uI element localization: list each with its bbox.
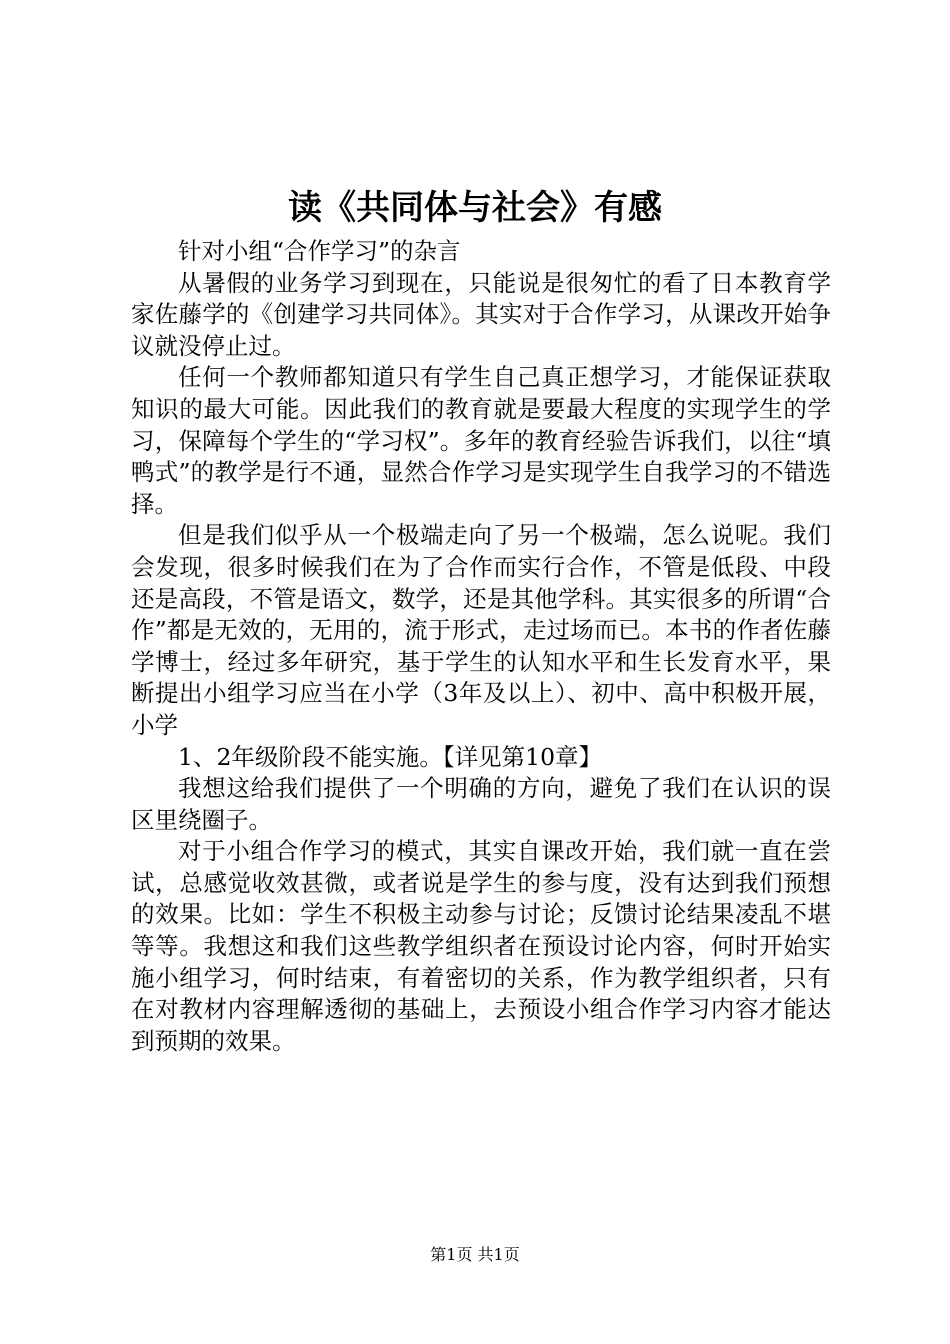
paragraph-subtitle: 针对小组“合作学习”的杂言 bbox=[178, 237, 461, 265]
page-footer: 第1页 共1页 bbox=[430, 1245, 520, 1264]
paragraph: 对于小组合作学习的模式，其实自课改开始，我们就一直在尝试，总感觉收效甚微，或者说是学生的参与度，没有达到我们预想的效果。比如：学生不积极主动参与讨论；反馈讨论结果凌乱不堪等等。我想这和我们这些教学组织者在预设讨论内容，何时开始实施小组学习，何时结束，有着密切的关系，作为教学组织者，只有在对教材内容理解透彻的基础上，去预设小组合作学习内容才能达到预期的效果。 bbox=[131, 837, 831, 1055]
document-title: 读《共同体与社会》有感 bbox=[288, 188, 662, 228]
paragraph: 但是我们似乎从一个极端走向了另一个极端，怎么说呢。我们会发现，很多时候我们在为了合作而实行合作，不管是低段、中段还是高段，不管是语文，数学，还是其他学科。其实很多的所谓“合作”都是无效的，无用的，流于形式，走过场而已。本书的作者佐藤学博士，经过多年研究，基于学生的认知水平和生长发育水平，果断提出小组学习应当在小学（3年及以上）、初中、高中积极开展，小学 bbox=[131, 521, 831, 739]
paragraph: 我想这给我们提供了一个明确的方向，避免了我们在认识的误区里绕圈子。 bbox=[131, 774, 831, 834]
paragraph: 任何一个教师都知道只有学生自己真正想学习，才能保证获取知识的最大可能。因此我们的教育就是要最大程度的实现学生的学习，保障每个学生的“学习权”。多年的教育经验告诉我们，以往“填鸭式”的教学是行不通，显然合作学习是实现学生自我学习的不错选择。 bbox=[131, 363, 831, 518]
paragraph: 从暑假的业务学习到现在，只能说是很匆忙的看了日本教育学家佐藤学的《创建学习共同体》。其实对于合作学习，从课改开始争议就没停止过。 bbox=[131, 268, 831, 360]
paragraph: 1、2年级阶段不能实施。【详见第10章】 bbox=[178, 742, 603, 771]
document-body bbox=[131, 236, 831, 1057]
